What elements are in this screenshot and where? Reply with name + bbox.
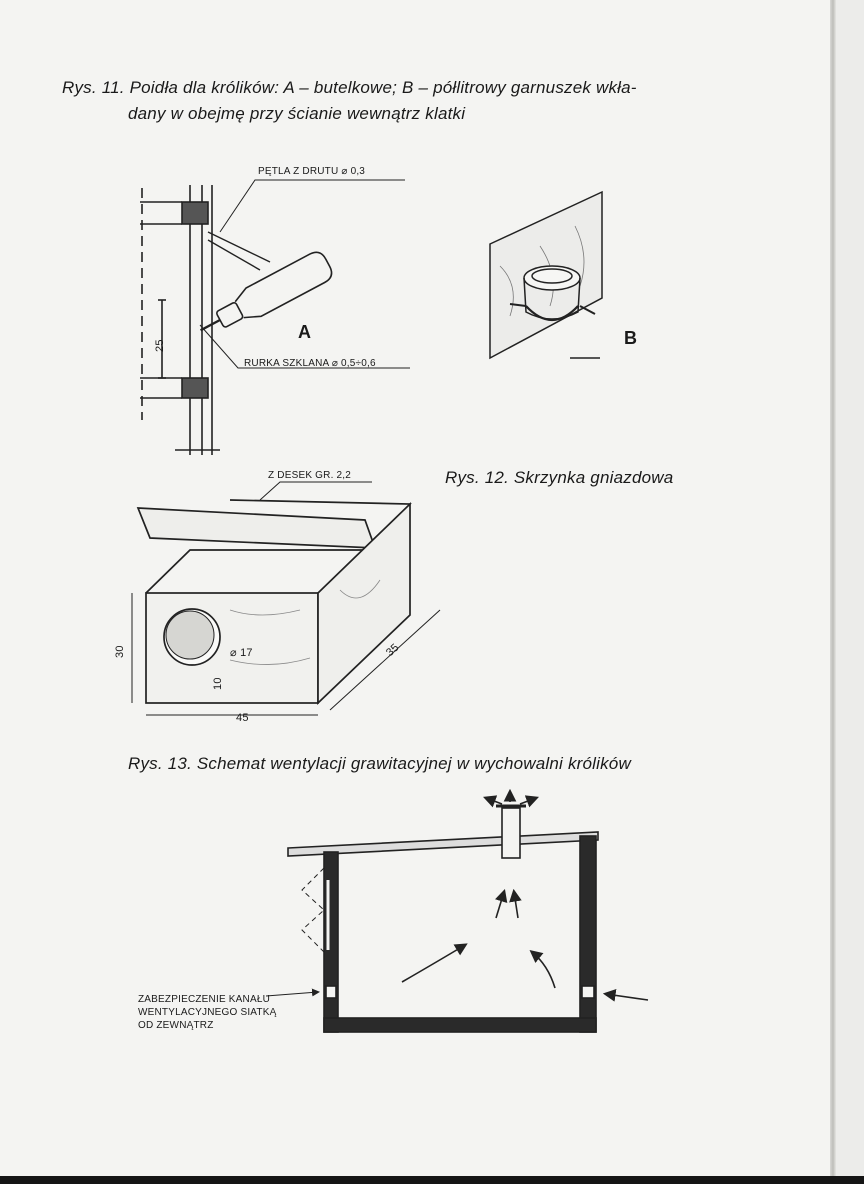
fig12-label-boards: Z DESEK GR. 2,2 (268, 470, 352, 481)
fig13-note-line2: WENTYLACYJNEGO SIATKĄ (138, 1007, 277, 1018)
fig13-note-line1: ZABEZPIECZENIE KANAŁU (138, 994, 271, 1005)
fig12-dimension-30: 30 (114, 645, 126, 658)
fig13-ventilation-diagram (270, 790, 670, 1050)
facing-page-edge (836, 0, 864, 1176)
fig11-bottle-drinker (120, 160, 440, 460)
fig11-label-glass-tube: RURKA SZKLANA ⌀ 0,5÷0,6 (244, 358, 376, 369)
fig12-dimension-17: ⌀ 17 (230, 647, 253, 659)
fig11-dimension-25: 25 (154, 339, 166, 352)
fig11-label-wire-loop: PĘTLA Z DRUTU ⌀ 0,3 (258, 166, 366, 177)
fig12-dimension-10: 10 (212, 677, 224, 690)
fig11-pot-drinker (480, 186, 620, 366)
fig11-caption-line2: dany w obejmę przy ścianie wewnątrz klatki (128, 104, 466, 123)
fig12-caption: Rys. 12. Skrzynka gniazdowa (445, 468, 674, 487)
fig11-letter-b: B (624, 328, 638, 348)
fig13-note-line3: OD ZEWNĄTRZ (138, 1020, 214, 1031)
fig13-caption: Rys. 13. Schemat wentylacji grawitacyjnej w wychowalni królików (128, 754, 631, 773)
fig12-dimension-35: 35 (384, 641, 402, 659)
fig12-nest-box (110, 470, 460, 730)
fig11-caption-line1: Rys. 11. Poidła dla królików: A – butelkowe; B – półlitrowy garnuszek wkła- (62, 78, 637, 97)
fig12-dimension-45: 45 (236, 712, 249, 724)
scan-bottom-edge (0, 1176, 864, 1184)
fig11-letter-a: A (298, 322, 312, 342)
